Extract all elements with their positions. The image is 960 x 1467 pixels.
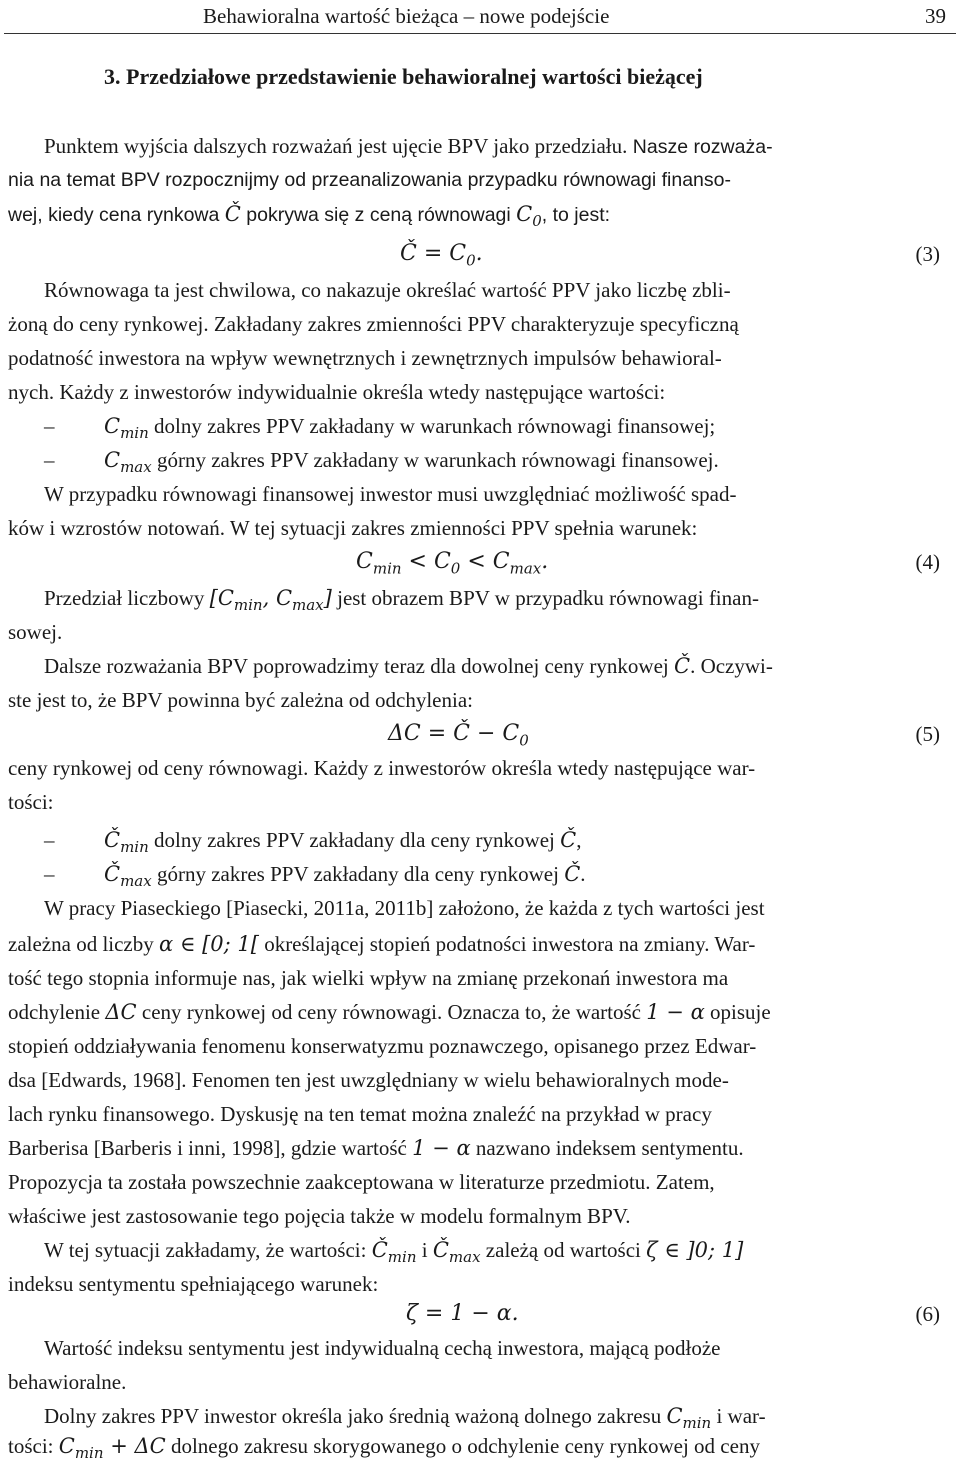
text-line: Równowaga ta jest chwilowa, co nakazuje określać wartość PPV jako liczbę zbli- [44, 278, 731, 302]
math-expression: α ∈ [0; 1[ [159, 932, 259, 956]
text-segment: jest obrazem BPV w przypadku równowagi finan- [331, 586, 759, 610]
text-segment: pokrywa się z ceną równowagi [240, 204, 517, 226]
text-segment: Zakładany zakres zmienności PPV charakteryzuje specyficzną [208, 312, 739, 336]
math-expression: $C_{min} + \Delta C$ [58, 1434, 166, 1463]
list-item [104, 446, 719, 481]
text-segment: Każdy z inwestorów indywidualnie określa wtedy następujące wartości: [54, 380, 666, 404]
math-expression: ζ ∈ ]0; 1] [646, 1238, 744, 1262]
math-symbol: $C_0$ [516, 202, 542, 231]
text-segment: zależna od liczby [8, 932, 159, 956]
text-segment: Przedział liczbowy [44, 586, 210, 610]
equation-number: (5) [915, 722, 940, 746]
math-symbol: Č [673, 654, 691, 678]
text-segment: . Oczywi- [690, 654, 773, 678]
text-segment: ceny rynkowej od ceny równowagi. [8, 756, 309, 780]
text-segment: górny zakres PPV zakładany w warunkach równowagi finansowej. [151, 448, 719, 472]
text-line: właściwe jest zastosowanie tego pojęcia także w modelu formalnym BPV. [8, 1204, 631, 1228]
text-segment: opisuje [704, 1000, 771, 1024]
page-number: 39 [925, 4, 946, 28]
math-symbol: Č [224, 202, 241, 226]
text-line [44, 132, 773, 161]
text-line [8, 930, 755, 958]
text-line [8, 514, 697, 542]
text-segment: W tej sytuacji zakres zmienności PPV spełnia warunek: [224, 516, 698, 540]
text-line [8, 378, 665, 406]
text-segment: i war- [711, 1404, 766, 1428]
equation-number: (3) [915, 242, 940, 266]
text-segment: Barberisa [Barberis i inni, 1998], gdzie wartość [8, 1136, 413, 1160]
math-symbol: Č [564, 862, 581, 886]
text-line: stopień oddziaływania fenomenu konserwatyzmu poznawczego, opisanego przez Edwar- [8, 1034, 757, 1058]
list-item [104, 412, 715, 447]
running-header-title: Behawioralna wartość bieżąca – nowe podejście [203, 4, 610, 28]
list-item: $Č_{min}$ dolny zakres PPV zakładany dla ceny rynkowej Č, [104, 828, 582, 857]
math-symbol: $C_{min}$ [666, 1404, 712, 1433]
text-segment: wej, kiedy cena rynkowa [8, 204, 225, 226]
header-rule [4, 33, 956, 34]
text-line: lach rynku finansowego. Dyskusję na ten temat można znaleźć na przykład w pracy [8, 1102, 712, 1126]
text-segment: zależą od wartości [480, 1238, 647, 1262]
text-segment: Dalsze rozważania BPV poprowadzimy teraz dla dowolnej ceny rynkowej [44, 654, 674, 678]
text-segment: górny zakres PPV zakładany dla ceny rynkowej [151, 862, 565, 886]
text-segment: odchylenie [8, 1000, 106, 1024]
text-segment: Każdy z inwestorów określa wtedy następujące war- [308, 756, 756, 780]
text-line [8, 754, 755, 782]
text-line: Wartość indeksu sentymentu jest indywidualną cechą inwestora, mającą podłoże [44, 1336, 721, 1360]
text-line: tości: [8, 790, 54, 814]
text-line: dsa [Edwards, 1968]. Fenomen ten jest uwzględniany w wielu behawioralnych mode- [8, 1068, 729, 1092]
section-heading: 3. Przedziałowe przedstawienie behawioralnej wartości bieżącej [104, 64, 703, 89]
math-symbol: $Č_{min}$ [104, 828, 149, 857]
text-line [8, 200, 610, 235]
text-line: tość tego stopnia informuje nas, jak wielki wpływ na zmianę przekonań inwestora ma [8, 966, 729, 990]
text-line: W pracy Piaseckiego [Piasecki, 2011a, 2011b] założono, że każda z tych wartości jest [44, 896, 765, 920]
math-symbol: Č [560, 828, 577, 852]
text-line: W przypadku równowagi finansowej inwestor musi uwzględniać możliwość spad- [44, 482, 737, 506]
list-dash: – [44, 448, 55, 472]
text-line: indeksu sentymentu spełniającego warunek: [8, 1272, 379, 1296]
text-line [44, 1236, 743, 1271]
text-segment: tości: [8, 1434, 59, 1458]
text-segment: ceny rynkowej od ceny równowagi. Oznacza to, że wartość [136, 1000, 647, 1024]
text-line [8, 998, 771, 1026]
math-symbol: $Č_{min}$ [371, 1238, 417, 1267]
text-segment: żoną do ceny rynkowej. [8, 312, 209, 336]
text-line: sowej. [8, 620, 63, 644]
text-segment: , to jest: [541, 204, 611, 226]
text-segment: nazwano indeksem sentymentu. [470, 1136, 744, 1160]
text-segment: Nasze rozważa- [627, 136, 773, 158]
text-segment: ków i wzrostów notowań. [8, 516, 225, 540]
text-line [8, 310, 739, 338]
text-line: behawioralne. [8, 1370, 127, 1394]
list-item: $Č_{max}$ górny zakres PPV zakładany dla ceny rynkowej Č. [104, 862, 586, 891]
list-dash: – [44, 862, 55, 886]
math-symbol: $C_{max}$ [104, 448, 152, 477]
text-line: podatność inwestora na wpływ wewnętrznych i zewnętrznych impulsów behawioral- [8, 346, 722, 370]
running-header [8, 2, 952, 34]
text-segment: dolnego zakresu skorygowanego o odchylenie ceny rynkowej od ceny [165, 1434, 760, 1458]
equation-5: ΔC = Č − $C_0$ [388, 721, 529, 750]
math-expression: 1 − α [412, 1136, 471, 1160]
text-segment: i [416, 1238, 433, 1262]
equation-6: ζ = 1 − α. [406, 1301, 519, 1326]
text-segment: Dolny zakres PPV inwestor określa jako średnią ważoną dolnego zakresu [44, 1404, 667, 1428]
text-line [44, 652, 773, 680]
math-symbol: $Č_{max}$ [432, 1238, 481, 1267]
equation-number: (4) [915, 550, 940, 574]
text-line: Propozycja ta została powszechnie zaakceptowana w literaturze przedmiotu. Zatem, [8, 1170, 715, 1194]
list-dash: – [44, 414, 55, 438]
equation-3: Č = $C_0$. [400, 241, 483, 270]
math-expression: 1 − α [646, 1000, 705, 1024]
text-line: ste jest to, że BPV powinna być zależna od odchylenia: [8, 688, 473, 712]
text-line [44, 584, 759, 619]
text-segment: nych. [8, 380, 55, 404]
text-line [8, 1134, 744, 1162]
text-line [8, 1432, 760, 1467]
math-symbol: $Č_{max}$ [104, 862, 152, 891]
text-segment: W tej sytuacji zakładamy, że wartości: [44, 1238, 372, 1262]
text-segment: określającej stopień podatności inwestora na zmiany. War- [258, 932, 756, 956]
list-dash: – [44, 828, 55, 852]
equation-4: $C_{min} < C_0 < C_{max}$. [356, 549, 549, 578]
text-segment: Punktem wyjścia dalszych rozważań jest ujęcie BPV jako przedziału. [44, 134, 628, 158]
math-symbol: ΔC [105, 1000, 137, 1024]
math-symbol: $C_{min}$ [104, 414, 149, 443]
text-segment: dolny zakres PPV zakładany dla ceny rynkowej [148, 828, 561, 852]
math-interval: [$C_{min}$, $C_{max}$] [209, 586, 332, 615]
text-line: nia na temat BPV rozpocznijmy od przeanalizowania przypadku równowagi finanso- [8, 169, 731, 191]
equation-number: (6) [915, 1302, 940, 1326]
text-segment: dolny zakres PPV zakładany w warunkach równowagi finansowej; [148, 414, 716, 438]
